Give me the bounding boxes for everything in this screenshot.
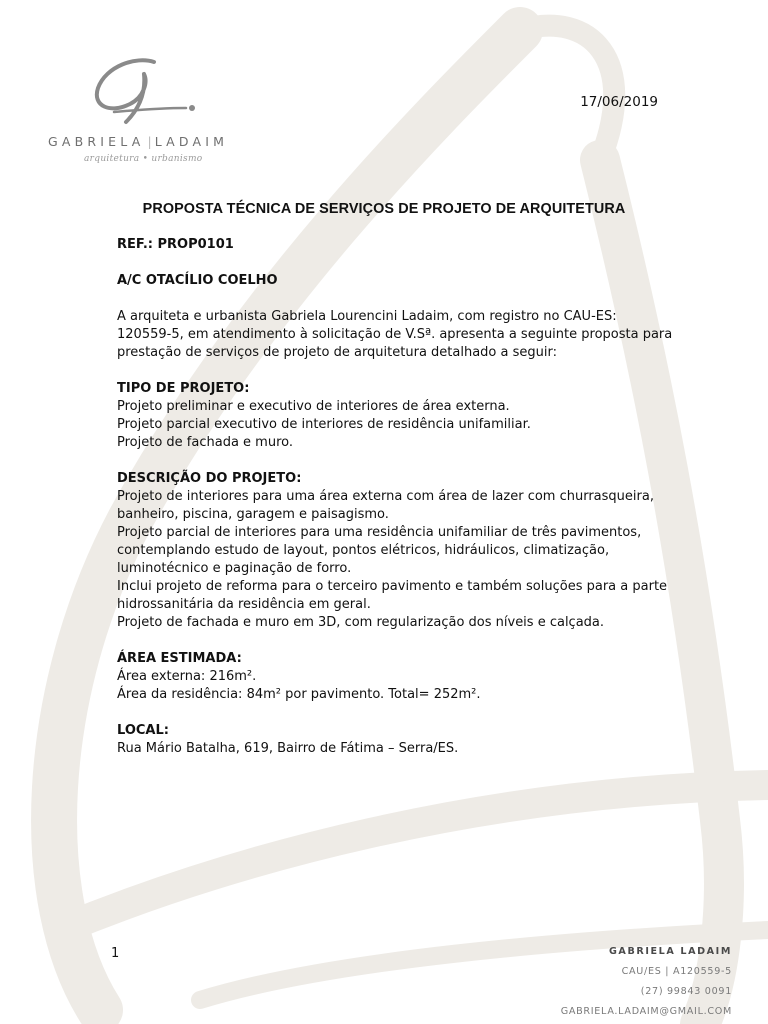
brand-logo (46, 52, 246, 172)
area-line: Área da residência: 84m² por pavimento. Total= 252m². (117, 687, 481, 702)
logo-separator: | (147, 134, 152, 149)
descricao-line: Projeto parcial de interiores para uma residência unifamiliar de três pavimentos, (117, 525, 642, 540)
logo-tagline: arquitetura • urbanismo (84, 154, 203, 164)
footer-contact (561, 942, 732, 1022)
footer-registration: CAU/ES | A120559-5 (621, 966, 732, 977)
local-line: Rua Mário Batalha, 619, Bairro de Fátima – Serra/ES. (117, 741, 459, 756)
descricao-line: Projeto de fachada e muro em 3D, com regularização dos níveis e calçada. (117, 615, 605, 630)
footer-name: GABRIELA LADAIM (608, 946, 732, 957)
page-number: 1 (111, 946, 120, 961)
descricao-line: Projeto de interiores para uma área externa com área de lazer com churrasqueira, (117, 489, 654, 504)
document-title: PROPOSTA TÉCNICA DE SERVIÇOS DE PROJETO DE ARQUITETURA (142, 201, 626, 217)
intro-line: 120559-5, em atendimento à solicitação de V.Sª. apresenta a seguinte proposta para (117, 327, 673, 342)
tipo-line: Projeto parcial executivo de interiores de residência unifamiliar. (117, 417, 531, 432)
logo-g-mark (86, 52, 206, 132)
logo-brand-name (48, 134, 228, 149)
document-date: 17/06/2019 (580, 94, 658, 110)
document-body (117, 236, 677, 758)
intro-line: A arquiteta e urbanista Gabriela Lourencini Ladaim, com registro no CAU-ES: (117, 309, 617, 324)
area-line: Área externa: 216m². (117, 669, 257, 684)
section-heading-area: ÁREA ESTIMADA: (117, 651, 242, 666)
descricao-line: banheiro, piscina, garagem e paisagismo. (117, 507, 389, 522)
tipo-line: Projeto preliminar e executivo de interiores de área externa. (117, 399, 510, 414)
section-heading-tipo: TIPO DE PROJETO: (117, 381, 250, 396)
tipo-line: Projeto de fachada e muro. (117, 435, 293, 450)
section-heading-local: LOCAL: (117, 723, 169, 738)
logo-last-name: LADAIM (154, 134, 229, 149)
descricao-line: Inclui projeto de reforma para o terceiro pavimento e também soluções para a parte (117, 579, 668, 594)
footer-phone: (27) 99843 0091 (640, 986, 732, 997)
attention-line: A/C OTACÍLIO COELHO (117, 273, 278, 288)
intro-line: prestação de serviços de projeto de arquitetura detalhado a seguir: (117, 345, 557, 360)
logo-first-name: GABRIELA (48, 134, 145, 149)
descricao-line: contemplando estudo de layout, pontos elétricos, hidráulicos, climatização, (117, 543, 610, 558)
descricao-line: luminotécnico e paginação de forro. (117, 561, 352, 576)
section-heading-descricao: DESCRIÇÃO DO PROJETO: (117, 471, 302, 486)
reference-line: REF.: PROP0101 (117, 237, 234, 252)
footer-email: GABRIELA.LADAIM@GMAIL.COM (560, 1006, 732, 1017)
descricao-line: hidrossanitária da residência em geral. (117, 597, 371, 612)
